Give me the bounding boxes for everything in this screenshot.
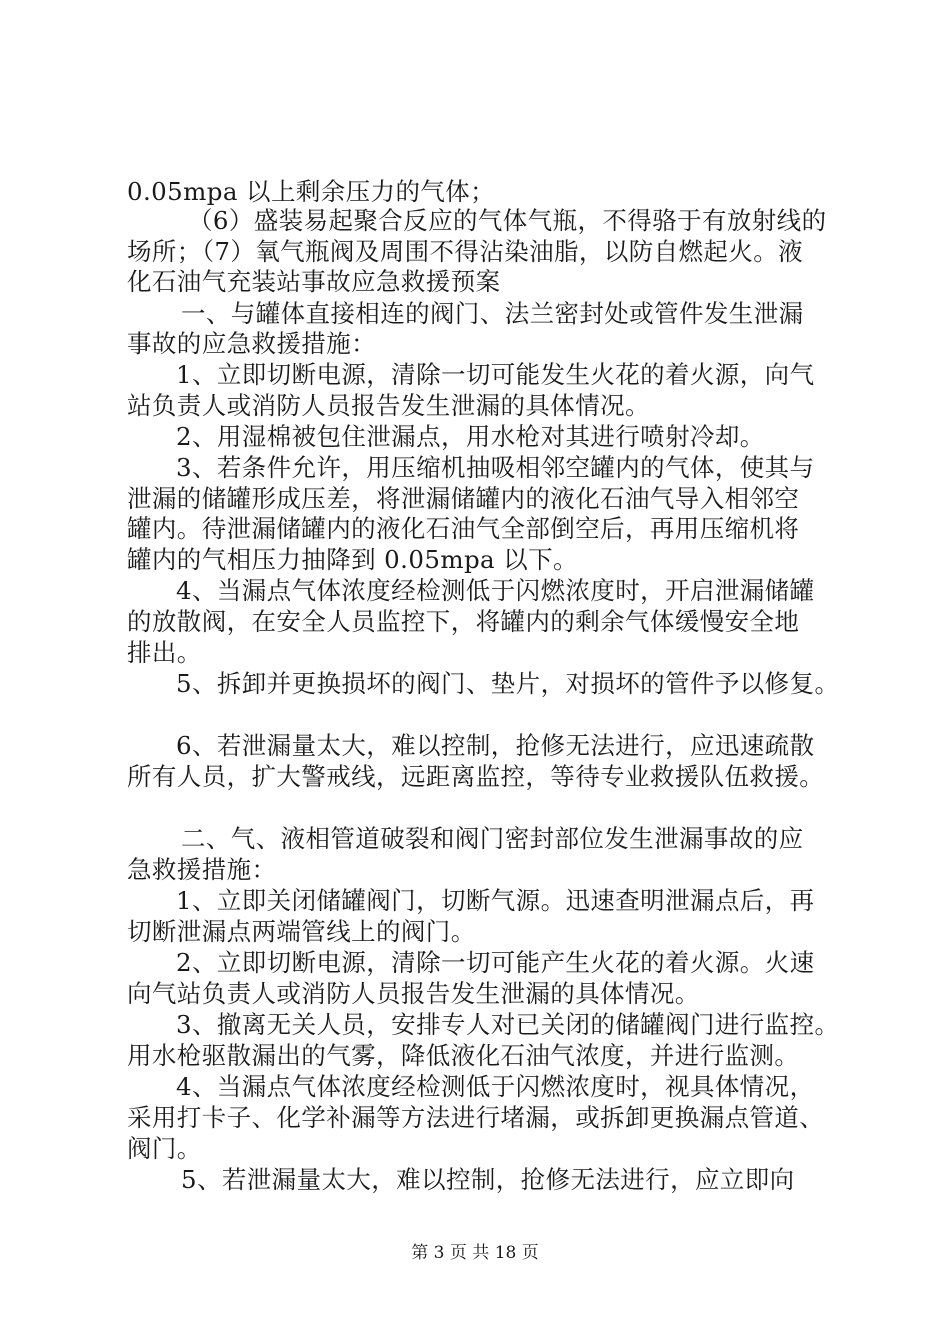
text-line: （6）盛装易起聚合反应的气体气瓶，不得骆于有放射线的	[188, 206, 827, 235]
page-number-footer: 第 3 页 共 18 页	[411, 1243, 539, 1263]
text-line: 4、当漏点气体浓度经检测低于闪燃浓度时，开启泄漏储罐	[176, 576, 815, 605]
text-line: 0.05mpa 以上剩余压力的气体；	[127, 177, 496, 206]
text-line: 化石油气充装站事故应急救援预案	[127, 267, 501, 296]
text-line: 5、拆卸并更换损坏的阀门、垫片，对损坏的管件予以修复。	[176, 669, 840, 698]
text-line: 1、立即关闭储罐阀门，切断气源。迅速查明泄漏点后，再	[176, 886, 815, 915]
text-line: 采用打卡子、化学补漏等方法进行堵漏，或拆卸更换漏点管道、	[127, 1103, 825, 1132]
section-heading: 二、气、液相管道破裂和阀门密封部位发生泄漏事故的应	[181, 824, 804, 853]
text-line: 2、用湿棉被包住泄漏点，用水枪对其进行喷射冷却。	[176, 422, 765, 451]
text-line: 向气站负责人或消防人员报告发生泄漏的具体情况。	[127, 979, 700, 1008]
text-line: 3、若条件允许，用压缩机抽吸相邻空罐内的气体，使其与	[176, 453, 815, 482]
text-line: 4、当漏点气体浓度经检测低于闪燃浓度时，视具体情况，	[176, 1072, 815, 1101]
text-line: 泄漏的储罐形成压差，将泄漏储罐内的液化石油气导入相邻空	[127, 484, 800, 513]
text-line: 场所；（7）氧气瓶阀及周围不得沾染油脂，以防自燃起火。液	[127, 237, 804, 266]
text-line: 5、若泄漏量太大，难以控制，抢修无法进行，应立即向	[181, 1165, 795, 1194]
text-line: 站负责人或消防人员报告发生泄漏的具体情况。	[127, 391, 650, 420]
section-heading: 一、与罐体直接相连的阀门、法兰密封处或管件发生泄漏	[181, 299, 804, 328]
text-line: 罐内。待泄漏储罐内的液化石油气全部倒空后，再用压缩机将	[127, 514, 800, 543]
text-line: 1、立即切断电源，清除一切可能发生火花的着火源，向气	[176, 360, 815, 389]
section-heading: 事故的应急救援措施：	[127, 329, 376, 358]
section-heading: 急救援措施：	[127, 855, 277, 884]
text-line: 6、若泄漏量太大，难以控制，抢修无法进行，应迅速疏散	[176, 731, 815, 760]
text-line: 罐内的气相压力抽降到 0.05mpa 以下。	[127, 545, 578, 574]
text-line: 切断泄漏点两端管线上的阀门。	[127, 917, 476, 946]
text-line: 所有人员，扩大警戒线，远距离监控，等待专业救援队伍救援。	[127, 762, 825, 791]
text-line: 排出。	[127, 638, 202, 667]
text-line: 2、立即切断电源，清除一切可能产生火花的着火源。火速	[176, 948, 815, 977]
text-line: 用水枪驱散漏出的气雾，降低液化石油气浓度，并进行监测。	[127, 1041, 800, 1070]
text-line: 的放散阀，在安全人员监控下，将罐内的剩余气体缓慢安全地	[127, 607, 800, 636]
text-line: 阀门。	[127, 1134, 202, 1163]
text-line: 3、撤离无关人员，安排专人对已关闭的储罐阀门进行监控。	[176, 1010, 840, 1039]
